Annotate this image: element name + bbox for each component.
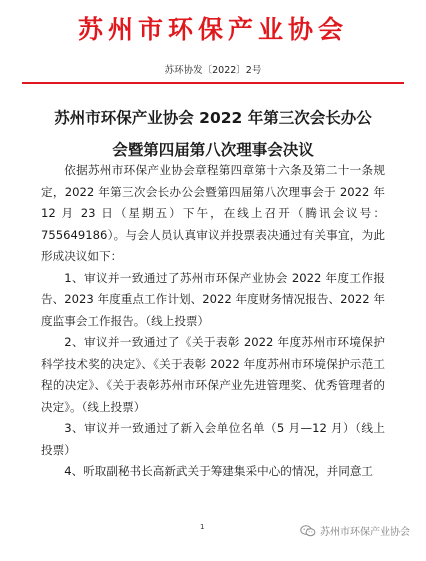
document-number: 苏环协发〔2022〕2号 <box>164 65 262 76</box>
org-header: 苏州市环保产业协会 <box>77 15 348 44</box>
resolution-item-4: 4、听取副秘书长高新武关于筹建集采中心的情况，并同意工 <box>64 464 374 478</box>
title-line-2: 会暨第四届第八次理事会决议 <box>112 141 314 159</box>
resolution-item-1: 1、审议并一致通过了苏州市环保产业协会 2022 年度工作报告、2023 年度重点工作计划、2022 年度财务情况报告、2022 年度监事会工作报告。（线上投票） <box>41 270 385 328</box>
resolution-item-3: 3、审议并一致通过了新入会单位名单（5 月—12 月）（线上投票） <box>41 421 385 457</box>
page-number: 1 <box>200 523 205 531</box>
resolution-item-2: 2、审议并一致通过了《关于表彰 2022 年度苏州市环境保护科学技术奖的决定》、《关于表彰 2022 年度苏州市环境保护示范工程的决定》、《关于表彰苏州市环保产业先进管理奖、优秀管理者的决定》。（线上投票） <box>41 335 385 414</box>
watermark <box>300 523 410 538</box>
title-line-1: 苏州市环保产业协会 2022 年第三次会长办公 <box>54 109 372 127</box>
document-body <box>41 160 385 483</box>
document-title <box>30 102 396 166</box>
red-divider <box>22 82 404 84</box>
wechat-icon <box>300 525 316 537</box>
watermark-label: 苏州市环保产业协会 <box>320 527 410 538</box>
paragraph-intro: 依据苏州市环保产业协会章程第四章第十六条及第二十一条规定，2022 年第三次会长办公会暨第四届第八次理事会于 2022 年 12 月 23 日（星期五）下午，在线上召开（腾讯会议号：755649186）。与会人员认真审议并投票表决通过有关事宜，为此形成决议如下： <box>41 163 385 263</box>
